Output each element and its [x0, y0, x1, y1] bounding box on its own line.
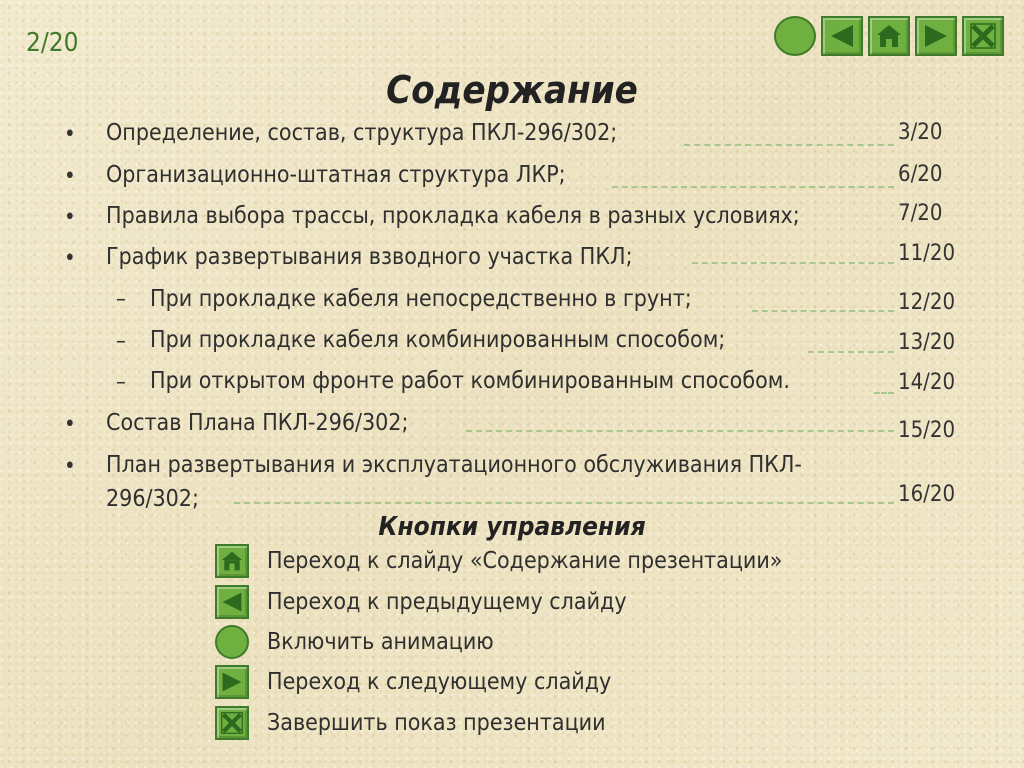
toc-subitem-ground[interactable]: При прокладке кабеля непосредственно в грунт; [150, 286, 692, 312]
bullet-marker: • [64, 122, 76, 147]
bullet-marker: • [64, 412, 76, 437]
toc-item-route-rules[interactable]: Правила выбора трассы, прокладка кабеля в разных условиях; [106, 203, 800, 229]
legend-item-next [215, 664, 612, 700]
toc-page-ref[interactable]: 7/20 [898, 201, 943, 226]
legend-title: Кнопки управления [378, 512, 646, 542]
previous-arrow-icon [219, 590, 245, 614]
home-button[interactable] [215, 544, 249, 578]
toc-page-ref[interactable]: 16/20 [898, 482, 956, 507]
bullet-marker: • [64, 205, 76, 230]
toc-item-org-structure[interactable]: Организационно-штатная структура ЛКР; [106, 162, 566, 188]
toc-item-deployment-plan-line1[interactable]: План развертывания и эксплуатационного обслуживания ПКЛ- [106, 452, 802, 478]
toc-item-deployment-schedule[interactable]: График развертывания взводного участка ПКЛ; [106, 244, 633, 270]
toc-page-ref[interactable]: 12/20 [898, 290, 956, 315]
legend-label: Переход к предыдущему слайду [267, 589, 627, 615]
legend-item-home [215, 543, 783, 579]
bullet-marker: • [64, 164, 76, 189]
legend-item-end [215, 705, 606, 741]
leader-dots [612, 186, 894, 188]
toc-page-ref[interactable]: 6/20 [898, 162, 943, 187]
animation-button[interactable] [215, 625, 249, 659]
toc-subitem-open-front[interactable]: При открытом фронте работ комбинированным способом. [150, 368, 790, 394]
home-icon [219, 549, 245, 573]
legend-item-previous [215, 584, 627, 620]
legend-label: Переход к следующему слайду [267, 669, 612, 695]
toc-item-plan-composition[interactable]: Состав Плана ПКЛ-296/302; [106, 410, 409, 436]
legend-label: Включить анимацию [267, 629, 494, 655]
toc-page-ref[interactable]: 15/20 [898, 418, 956, 443]
slide-title: Содержание [386, 68, 638, 112]
leader-dots [692, 262, 894, 264]
next-slide-button[interactable] [215, 665, 249, 699]
bullet-marker: • [64, 246, 76, 271]
close-icon [219, 711, 245, 735]
leader-dots [684, 144, 894, 146]
leader-dots [874, 392, 894, 394]
dash-marker: – [116, 329, 126, 354]
next-arrow-icon [219, 670, 245, 694]
previous-slide-button[interactable] [215, 585, 249, 619]
toc-page-ref[interactable]: 14/20 [898, 370, 956, 395]
dash-marker: – [116, 287, 126, 312]
toc-item-definition[interactable]: Определение, состав, структура ПКЛ-296/302; [106, 120, 618, 146]
leader-dots [234, 502, 894, 504]
bullet-marker: • [64, 454, 76, 479]
toc-subitem-combined[interactable]: При прокладке кабеля комбинированным способом; [150, 327, 726, 353]
end-show-button[interactable] [215, 706, 249, 740]
toc-page-ref[interactable]: 13/20 [898, 330, 956, 355]
legend-label: Переход к слайду «Содержание презентации» [267, 548, 783, 574]
toc-page-ref[interactable]: 3/20 [898, 120, 943, 145]
leader-dots [808, 351, 894, 353]
leader-dots [752, 310, 894, 312]
legend-item-animation [215, 624, 494, 660]
leader-dots [466, 430, 894, 432]
toc-page-ref[interactable]: 11/20 [898, 241, 956, 266]
dash-marker: – [116, 370, 126, 395]
slide-number: 2/20 [26, 28, 79, 58]
legend-label: Завершить показ презентации [267, 710, 606, 736]
toc-item-deployment-plan-line2[interactable]: 296/302; [106, 486, 199, 512]
